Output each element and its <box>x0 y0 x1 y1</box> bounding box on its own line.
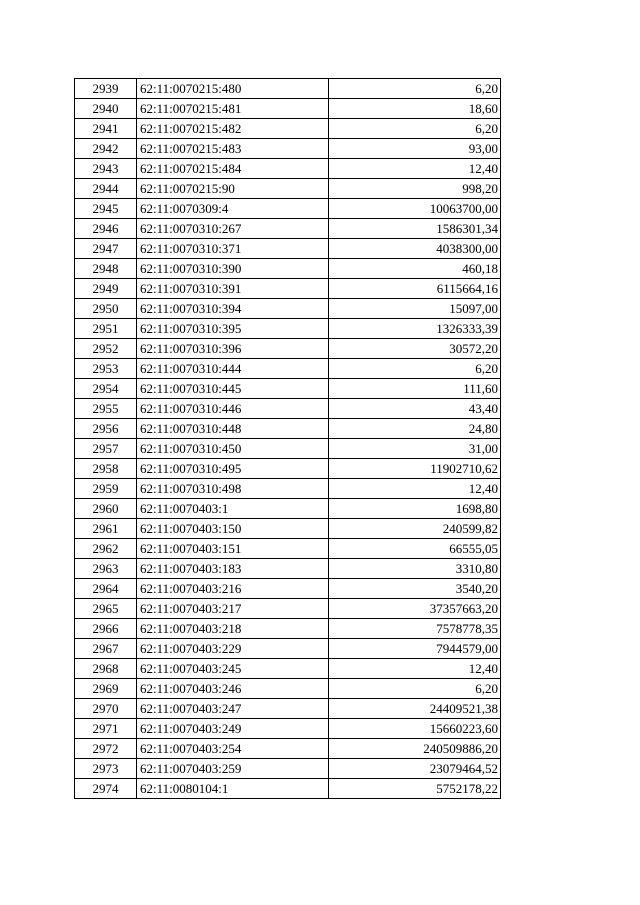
row-number-cell: 2968 <box>75 659 137 679</box>
cadastre-number-cell: 62:11:0070215:483 <box>137 139 329 159</box>
row-number-cell: 2940 <box>75 99 137 119</box>
table-row <box>75 319 501 339</box>
row-number-cell: 2950 <box>75 299 137 319</box>
cadastre-number-cell: 62:11:0070215:481 <box>137 99 329 119</box>
table-row <box>75 159 501 179</box>
value-cell: 15097,00 <box>329 299 501 319</box>
row-number-cell: 2939 <box>75 79 137 99</box>
value-cell: 3310,80 <box>329 559 501 579</box>
value-cell: 37357663,20 <box>329 599 501 619</box>
cadastre-number-cell: 62:11:0070403:151 <box>137 539 329 559</box>
cadastre-number-cell: 62:11:0070403:249 <box>137 719 329 739</box>
table-row <box>75 139 501 159</box>
row-number-cell: 2947 <box>75 239 137 259</box>
row-number-cell: 2971 <box>75 719 137 739</box>
cadastre-number-cell: 62:11:0070310:371 <box>137 239 329 259</box>
table-row <box>75 539 501 559</box>
table-row <box>75 419 501 439</box>
value-cell: 12,40 <box>329 479 501 499</box>
value-cell: 240599,82 <box>329 519 501 539</box>
table-row <box>75 699 501 719</box>
cadastre-number-cell: 62:11:0070310:390 <box>137 259 329 279</box>
table-row <box>75 399 501 419</box>
row-number-cell: 2963 <box>75 559 137 579</box>
table-row <box>75 779 501 799</box>
row-number-cell: 2957 <box>75 439 137 459</box>
value-cell: 6,20 <box>329 679 501 699</box>
row-number-cell: 2965 <box>75 599 137 619</box>
value-cell: 3540,20 <box>329 579 501 599</box>
row-number-cell: 2964 <box>75 579 137 599</box>
cadastre-value-table <box>74 78 501 799</box>
cadastre-number-cell: 62:11:0070215:480 <box>137 79 329 99</box>
row-number-cell: 2945 <box>75 199 137 219</box>
row-number-cell: 2953 <box>75 359 137 379</box>
value-cell: 460,18 <box>329 259 501 279</box>
value-cell: 15660223,60 <box>329 719 501 739</box>
value-cell: 10063700,00 <box>329 199 501 219</box>
table-body <box>75 79 501 799</box>
cadastre-number-cell: 62:11:0070310:450 <box>137 439 329 459</box>
row-number-cell: 2967 <box>75 639 137 659</box>
value-cell: 12,40 <box>329 659 501 679</box>
row-number-cell: 2948 <box>75 259 137 279</box>
value-cell: 240509886,20 <box>329 739 501 759</box>
table-row <box>75 339 501 359</box>
table-row <box>75 439 501 459</box>
table-row <box>75 459 501 479</box>
value-cell: 31,00 <box>329 439 501 459</box>
cadastre-number-cell: 62:11:0070310:495 <box>137 459 329 479</box>
table-row <box>75 739 501 759</box>
row-number-cell: 2960 <box>75 499 137 519</box>
row-number-cell: 2961 <box>75 519 137 539</box>
table-row <box>75 499 501 519</box>
cadastre-number-cell: 62:11:0070310:267 <box>137 219 329 239</box>
row-number-cell: 2972 <box>75 739 137 759</box>
value-cell: 1586301,34 <box>329 219 501 239</box>
cadastre-number-cell: 62:11:0070215:90 <box>137 179 329 199</box>
table-row <box>75 99 501 119</box>
table-row <box>75 179 501 199</box>
cadastre-number-cell: 62:11:0070403:229 <box>137 639 329 659</box>
cadastre-number-cell: 62:11:0070215:482 <box>137 119 329 139</box>
row-number-cell: 2955 <box>75 399 137 419</box>
cadastre-number-cell: 62:11:0070403:1 <box>137 499 329 519</box>
value-cell: 7944579,00 <box>329 639 501 659</box>
value-cell: 1326333,39 <box>329 319 501 339</box>
table-row <box>75 199 501 219</box>
row-number-cell: 2956 <box>75 419 137 439</box>
value-cell: 18,60 <box>329 99 501 119</box>
cadastre-number-cell: 62:11:0070310:394 <box>137 299 329 319</box>
table-row <box>75 719 501 739</box>
value-cell: 11902710,62 <box>329 459 501 479</box>
row-number-cell: 2943 <box>75 159 137 179</box>
cadastre-number-cell: 62:11:0070403:247 <box>137 699 329 719</box>
value-cell: 66555,05 <box>329 539 501 559</box>
table-row <box>75 759 501 779</box>
value-cell: 43,40 <box>329 399 501 419</box>
value-cell: 7578778,35 <box>329 619 501 639</box>
value-cell: 1698,80 <box>329 499 501 519</box>
cadastre-number-cell: 62:11:0070403:254 <box>137 739 329 759</box>
cadastre-number-cell: 62:11:0070403:216 <box>137 579 329 599</box>
row-number-cell: 2969 <box>75 679 137 699</box>
table-row <box>75 599 501 619</box>
row-number-cell: 2970 <box>75 699 137 719</box>
table-row <box>75 79 501 99</box>
cadastre-number-cell: 62:11:0070310:395 <box>137 319 329 339</box>
row-number-cell: 2974 <box>75 779 137 799</box>
row-number-cell: 2966 <box>75 619 137 639</box>
value-cell: 5752178,22 <box>329 779 501 799</box>
row-number-cell: 2959 <box>75 479 137 499</box>
row-number-cell: 2942 <box>75 139 137 159</box>
row-number-cell: 2954 <box>75 379 137 399</box>
table-row <box>75 659 501 679</box>
table-row <box>75 479 501 499</box>
cadastre-number-cell: 62:11:0070403:183 <box>137 559 329 579</box>
row-number-cell: 2946 <box>75 219 137 239</box>
row-number-cell: 2951 <box>75 319 137 339</box>
table-row <box>75 639 501 659</box>
value-cell: 6,20 <box>329 359 501 379</box>
cadastre-number-cell: 62:11:0080104:1 <box>137 779 329 799</box>
value-cell: 6,20 <box>329 79 501 99</box>
table-row <box>75 259 501 279</box>
value-cell: 93,00 <box>329 139 501 159</box>
cadastre-number-cell: 62:11:0070309:4 <box>137 199 329 219</box>
value-cell: 12,40 <box>329 159 501 179</box>
value-cell: 6115664,16 <box>329 279 501 299</box>
cadastre-number-cell: 62:11:0070310:444 <box>137 359 329 379</box>
table-row <box>75 279 501 299</box>
row-number-cell: 2952 <box>75 339 137 359</box>
value-cell: 24,80 <box>329 419 501 439</box>
table-row <box>75 219 501 239</box>
cadastre-number-cell: 62:11:0070403:259 <box>137 759 329 779</box>
cadastre-number-cell: 62:11:0070310:446 <box>137 399 329 419</box>
cadastre-number-cell: 62:11:0070310:448 <box>137 419 329 439</box>
table-row <box>75 379 501 399</box>
value-cell: 111,60 <box>329 379 501 399</box>
cadastre-number-cell: 62:11:0070310:391 <box>137 279 329 299</box>
cadastre-number-cell: 62:11:0070403:217 <box>137 599 329 619</box>
table-row <box>75 119 501 139</box>
table-row <box>75 679 501 699</box>
row-number-cell: 2962 <box>75 539 137 559</box>
value-cell: 23079464,52 <box>329 759 501 779</box>
table-row <box>75 579 501 599</box>
row-number-cell: 2958 <box>75 459 137 479</box>
row-number-cell: 2949 <box>75 279 137 299</box>
cadastre-number-cell: 62:11:0070310:445 <box>137 379 329 399</box>
row-number-cell: 2941 <box>75 119 137 139</box>
cadastre-number-cell: 62:11:0070403:218 <box>137 619 329 639</box>
table-row <box>75 519 501 539</box>
cadastre-number-cell: 62:11:0070403:246 <box>137 679 329 699</box>
cadastre-number-cell: 62:11:0070310:498 <box>137 479 329 499</box>
table-row <box>75 299 501 319</box>
cadastre-number-cell: 62:11:0070215:484 <box>137 159 329 179</box>
cadastre-number-cell: 62:11:0070403:150 <box>137 519 329 539</box>
table-row <box>75 359 501 379</box>
value-cell: 6,20 <box>329 119 501 139</box>
cadastre-number-cell: 62:11:0070403:245 <box>137 659 329 679</box>
table-row <box>75 619 501 639</box>
value-cell: 24409521,38 <box>329 699 501 719</box>
table-row <box>75 239 501 259</box>
row-number-cell: 2973 <box>75 759 137 779</box>
value-cell: 30572,20 <box>329 339 501 359</box>
value-cell: 998,20 <box>329 179 501 199</box>
cadastre-number-cell: 62:11:0070310:396 <box>137 339 329 359</box>
value-cell: 4038300,00 <box>329 239 501 259</box>
table-row <box>75 559 501 579</box>
row-number-cell: 2944 <box>75 179 137 199</box>
